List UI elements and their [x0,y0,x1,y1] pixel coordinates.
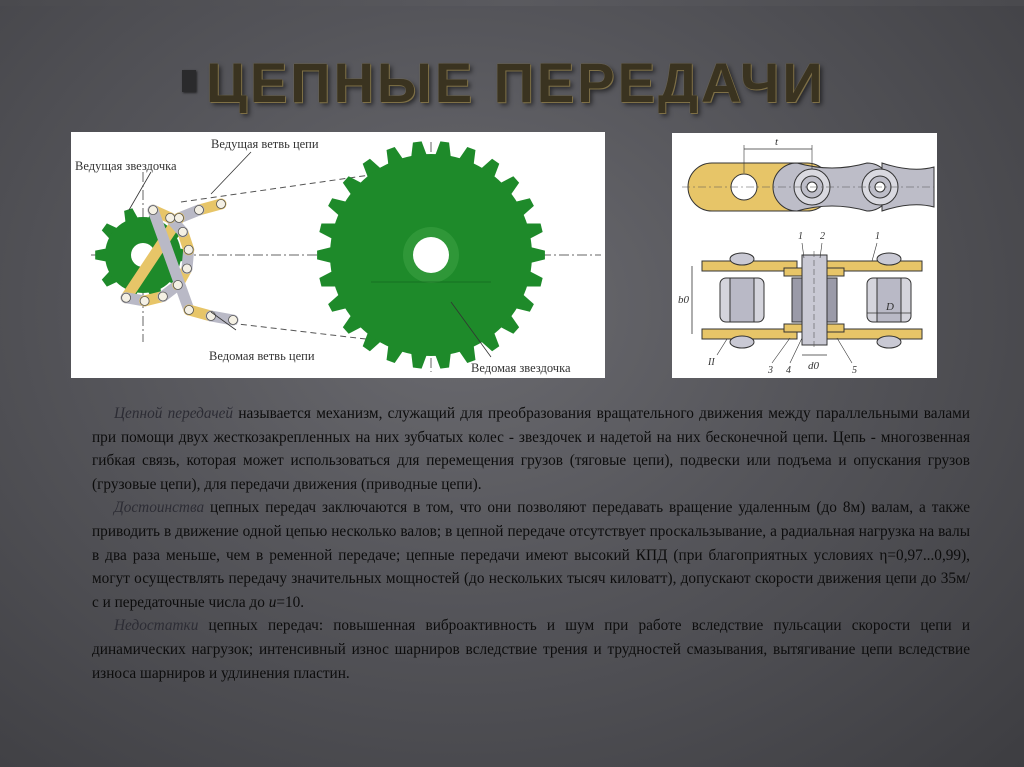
label-driving-sprocket: Ведущая звездочка [75,159,177,173]
link-top-view [682,136,934,211]
label-driven-sprocket: Ведомая звездочка [471,361,571,375]
chain-drive-figure [71,132,605,378]
chain-pin [175,214,184,223]
definition-text: называется механизм, служащий для преобразования вращательного движения между параллельными валами при помощи двух жесткозакрепленных на них зубчатых колес - звездочек и надетой на них бесконечной цепи. Цепь - многозвенная гибкая связь, которая может использоваться для перемещения грузов (тяговые цепи), подвески или подъема и опускания грузов (грузовые цепи), для передачи движения (приводные цепи). [92,405,970,493]
label-3: 3 [768,365,773,376]
slide-title: ЦЕПНЫЕ ПЕРЕДАЧИ [206,51,826,114]
chain-pin [184,245,193,254]
label-driven-branch: Ведомая ветвь цепи [209,349,315,363]
label-driving-branch: Ведущая ветвь цепи [211,137,319,151]
chain-pin [158,292,167,301]
label-2: 2 [820,231,825,242]
label-II: II [708,357,715,368]
disadvantages-text: цепных передач: повышенная виброактивность и шум при работе вследствие пульсации скорости цепи и динамических нагрузок; интенсивный износ шарниров вследствие трения и трудностей смазывания, вытягивание цепи вследствие износа шарниров и удлинения пластин. [92,617,970,682]
paragraph-disadvantages [92,614,970,685]
chain-link-figure [672,133,937,378]
advantages-text: цепных передач заключаются в том, что они позволяют передавать вращение удаленным (до 8м) валам, а также приводить в движение одной цепью несколько валов; в цепной передаче отсутствует проскальзывание, а радиальная нагрузка на валы в два раза меньше, чем в ременной передаче; цепные передачи имеют высокий КПД (при благоприятных условиях η=0,97...0,99), могут осуществлять передачу значительных мощностей (до нескольких тысяч киловатт), допускают скорости движения цепи до 35м/с и передаточные числа до [92,499,970,611]
chain-pin [173,281,182,290]
label-b0: b0 [678,294,689,306]
chain-pin [178,227,187,236]
chain-pin [195,206,204,215]
chain-pin [217,200,226,209]
term-chain-drive: Цепной передачей [114,405,234,422]
paragraph-definition [92,402,970,496]
chain-pin [140,296,149,305]
chain-pin [149,206,158,215]
body-text [92,402,970,685]
chain-pin [166,213,175,222]
chain-link-diagram [672,133,937,378]
label-1b: 1 [875,231,880,242]
driven-sprocket [317,141,545,368]
label-1a: 1 [798,231,803,242]
label-5: 5 [852,365,857,376]
label-D: D [886,301,894,313]
top-decor-bar [0,0,1024,6]
chain-drive-diagram [71,132,605,378]
advantages-text-end: =10. [276,593,305,611]
label-4: 4 [786,365,791,376]
term-disadvantages: Недостатки [114,617,199,635]
label-d0: d0 [808,360,819,372]
term-advantages: Достоинства [114,499,205,517]
chain-pin [207,312,216,321]
chain-pin [185,306,194,315]
chain-pin [229,316,238,325]
chain-pin [182,264,191,273]
symbol-u: u [268,593,277,611]
paragraph-advantages [92,496,970,614]
label-pitch: t [775,136,779,148]
chain-pin [122,293,131,302]
title-bullet [182,70,196,92]
